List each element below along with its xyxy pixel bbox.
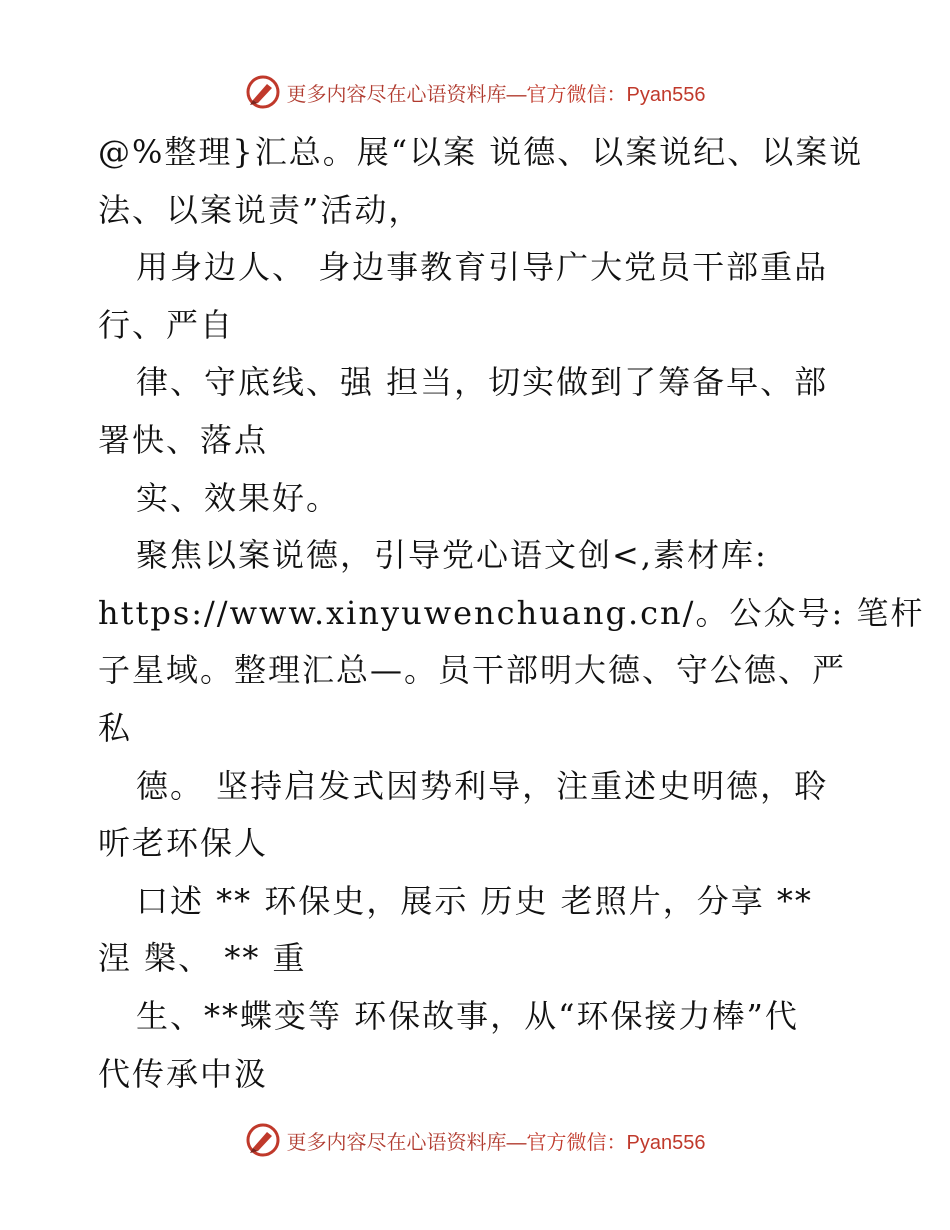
footer-banner-account: 官方微信：Pyan556 <box>526 1131 706 1154</box>
body-line: 生、**蝶变等 环保故事，从“环保接力棒”代 <box>136 996 799 1035</box>
footer-banner-separator: — <box>506 1131 527 1154</box>
body-line: 德。 坚持启发式因势利导，注重述史明德，聆 <box>136 766 829 805</box>
body-line: 行、严自 <box>98 305 235 344</box>
body-line: 涅 槃、 ** 重 <box>98 939 307 978</box>
pen-logo-icon <box>245 74 281 110</box>
body-line: @%整理}汇总。展“以案 说德、以案说纪、以案说 <box>98 133 864 171</box>
body-line: 代传承中汲 <box>98 1054 269 1093</box>
header-banner-text <box>287 78 706 107</box>
body-line: 法、以案说责”活动， <box>98 190 423 229</box>
body-line: 子星域。整理汇总—。员干部明大德、守公德、严 <box>98 651 847 690</box>
pen-logo-icon <box>245 1122 281 1158</box>
body-line: 聚焦以案说德，引导党心语文创<,素材库: <box>136 536 768 575</box>
header-banner-cn: 更多内容尽在心语资料库 <box>286 83 507 106</box>
footer-banner-cn: 更多内容尽在心语资料库 <box>286 1131 507 1154</box>
body-line: 律、守底线、强 担当，切实做到了筹备早、部 <box>136 363 829 402</box>
footer-banner <box>0 1120 950 1160</box>
body-line: 私 <box>98 708 133 747</box>
body-line: 口述 ** 环保史，展示 历史 老照片，分享 ** <box>136 881 813 920</box>
body-line: 实、效果好。 <box>136 478 341 517</box>
header-banner <box>0 72 950 112</box>
body-line: https://www.xinyuwenchuang.cn/。公众号: 笔杆 <box>98 593 925 632</box>
header-banner-separator: — <box>506 83 527 106</box>
header-banner-account: 官方微信：Pyan556 <box>526 83 706 106</box>
footer-banner-text <box>287 1126 706 1155</box>
body-line: 署快、落点 <box>98 420 269 459</box>
document-body <box>98 124 925 1103</box>
body-line: 用身边人、 身边事教育引导广大党员干部重品 <box>136 248 829 287</box>
body-line: 听老环保人 <box>98 824 269 863</box>
